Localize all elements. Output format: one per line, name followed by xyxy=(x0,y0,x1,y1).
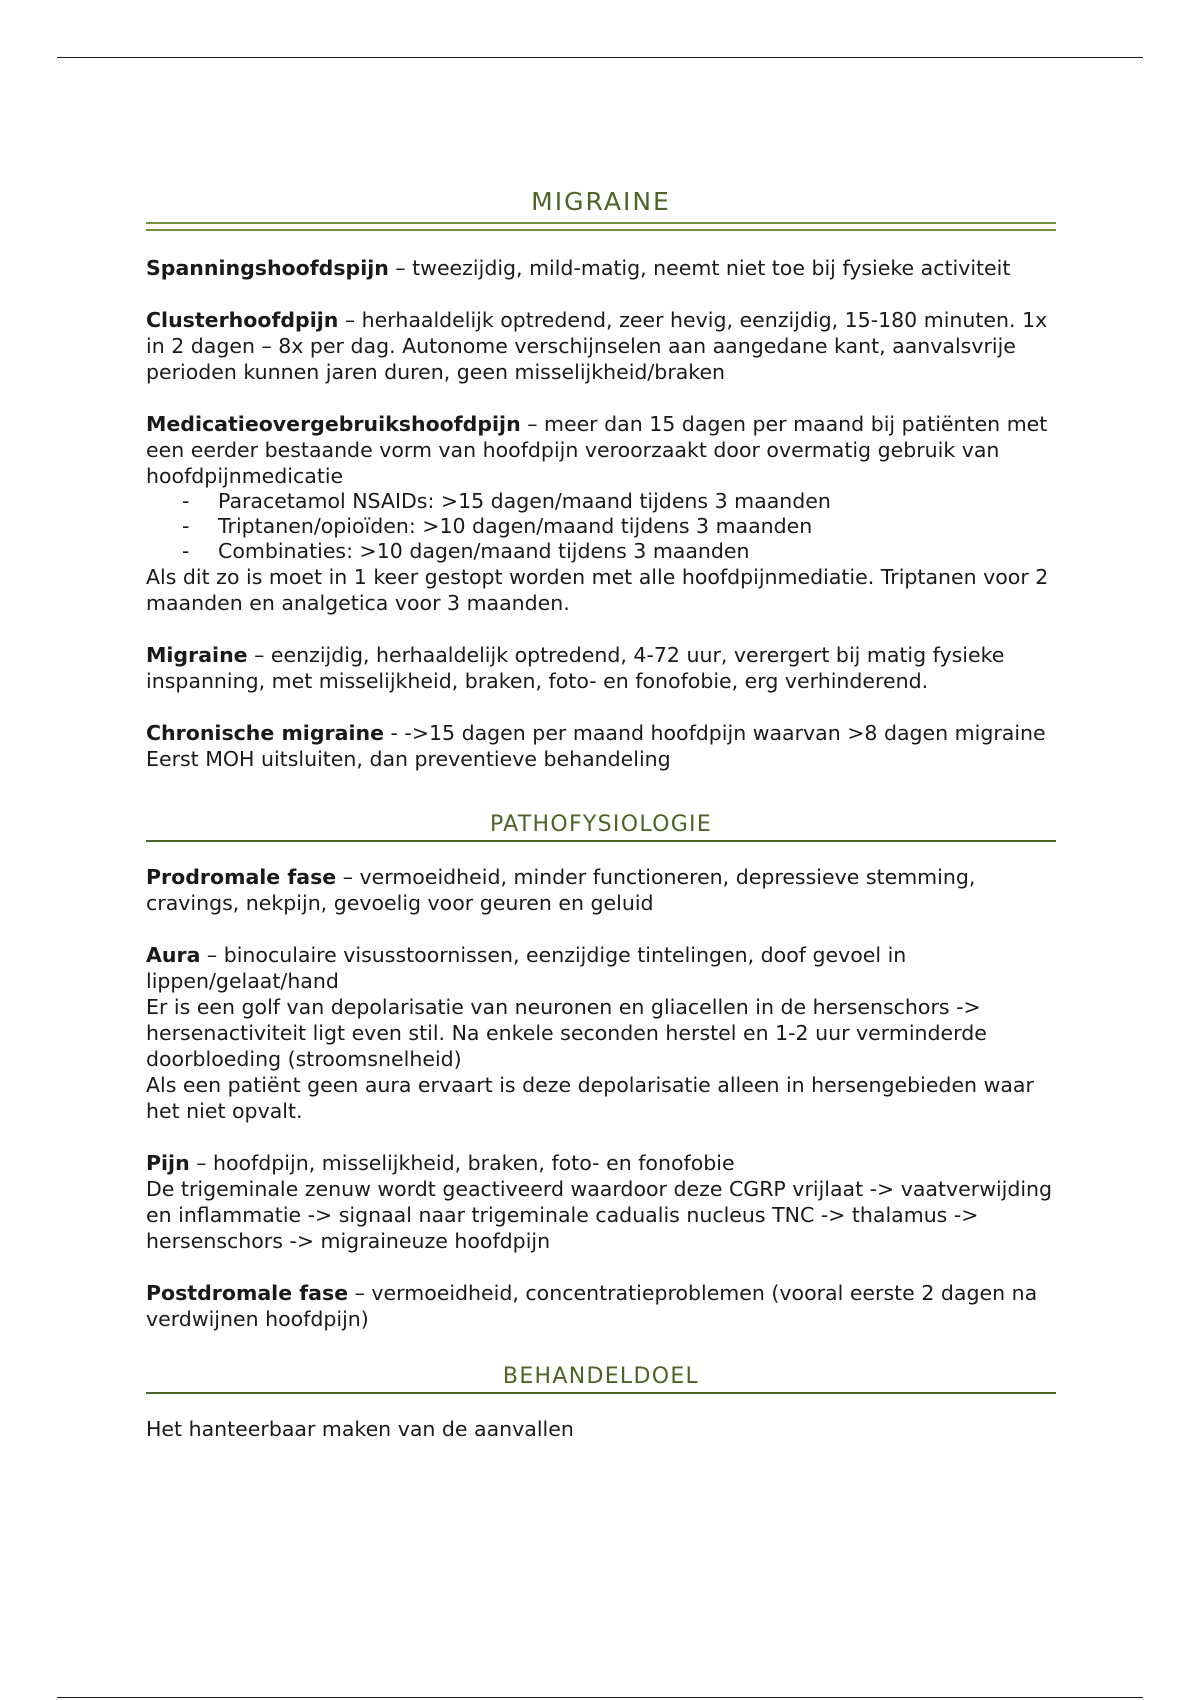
main-title-double-rule xyxy=(146,222,1056,231)
phase-pijn xyxy=(146,1150,1056,1254)
term: Postdromale fase xyxy=(146,1281,349,1305)
term: Spanningshoofdspijn xyxy=(146,256,389,280)
section-rule xyxy=(146,840,1056,842)
definition-text: ->15 dagen per maand hoofdpijn waarvan >8 dagen migraine xyxy=(404,721,1046,745)
term: Migraine xyxy=(146,643,248,667)
separator: – xyxy=(388,256,413,280)
behandeldoel-text: Het hanteerbaar maken van de aanvallen xyxy=(146,1417,574,1441)
separator: – xyxy=(520,412,544,436)
document-body xyxy=(146,185,1056,1468)
definition-spanningshoofdpijn xyxy=(146,255,1056,281)
term: Clusterhoofdpijn xyxy=(146,308,339,332)
definition-clusterhoofdpijn xyxy=(146,307,1056,385)
main-title: MIGRAINE xyxy=(531,187,671,216)
term: Pijn xyxy=(146,1151,190,1175)
term: Aura xyxy=(146,943,201,967)
section-title-pathofysiologie: PATHOFYSIOLOGIE xyxy=(489,812,713,837)
list-item: - Combinaties: >10 dagen/maand tijdens 3 maanden xyxy=(182,539,1056,564)
section-rule xyxy=(146,1392,1056,1394)
definition-text: meer dan 15 dagen per maand bij patiënten met een eerder bestaande vorm van hoofdpijn veroorzaakt door overmatig gebruik van hoofdpijnmedicatie xyxy=(146,412,1048,488)
phase-text: vermoeidheid, concentratieproblemen (vooral eerste 2 dagen na verdwijnen hoofdpijn) xyxy=(146,1281,1038,1331)
term: Medicatieovergebruikshoofdpijn xyxy=(146,412,521,436)
definition-medicatieovergebruik xyxy=(146,411,1056,616)
list-item: - Paracetamol NSAIDs: >15 dagen/maand tijdens 3 maanden xyxy=(182,489,1056,514)
phase-explanation: Er is een golf van depolarisatie van neuronen en gliacellen in de hersenschors -> hersenactiviteit ligt even stil. Na enkele seconden herstel en 1-2 uur verminderde doorbloeding (stroomsnelheid) xyxy=(146,995,987,1071)
phase-explanation: Als een patiënt geen aura ervaart is deze depolarisatie alleen in hersengebieden waar het niet opvalt. xyxy=(146,1073,1034,1123)
phase-text: hoofdpijn, misselijkheid, braken, foto- en fonofobie xyxy=(212,1151,735,1175)
phase-aura xyxy=(146,942,1056,1124)
page-top-rule xyxy=(57,57,1143,58)
definition-text: herhaaldelijk optredend, zeer hevig, eenzijdig, 15-180 minuten. 1x in 2 dagen – 8x per dag. Autonome verschijnselen aan aangedane kant, aanvalsvrije perioden kunnen jaren duren, geen misselijkheid/braken xyxy=(146,308,1048,384)
definition-followup: Als dit zo is moet in 1 keer gestopt worden met alle hoofdpijnmediatie. Triptanen voor 2 maanden en analgetica voor 3 maanden. xyxy=(146,565,1049,615)
list-item: - Triptanen/opioïden: >10 dagen/maand tijdens 3 maanden xyxy=(182,514,1056,539)
term: Prodromale fase xyxy=(146,865,337,889)
phase-text: binoculaire visusstoornissen, eenzijdige tintelingen, doof gevoel in lippen/gelaat/hand xyxy=(146,943,907,993)
phase-explanation: De trigeminale zenuw wordt geactiveerd waardoor deze CGRP vrijlaat -> vaatverwijding en inflammatie -> signaal naar trigeminale cadualis nucleus TNC -> thalamus -> hersenschors -> migraineuze hoofdpijn xyxy=(146,1177,1053,1253)
term: Chronische migraine xyxy=(146,721,384,745)
phase-postdromale xyxy=(146,1280,1056,1332)
definition-migraine xyxy=(146,642,1056,694)
separator: - xyxy=(383,721,405,745)
definition-followup: Eerst MOH uitsluiten, dan preventieve behandeling xyxy=(146,747,671,771)
separator: – xyxy=(336,865,360,889)
separator: – xyxy=(338,308,362,332)
separator: – xyxy=(348,1281,372,1305)
phase-text: vermoeidheid, minder functioneren, depressieve stemming, cravings, nekpijn, gevoelig voor geuren en geluid xyxy=(146,865,976,915)
definition-chronische-migraine xyxy=(146,720,1056,772)
definition-text: eenzijdig, herhaaldelijk optredend, 4-72 uur, verergert bij matig fysieke inspanning, met misselijkheid, braken, foto- en fonofobie, erg verhinderend. xyxy=(146,643,1005,693)
medication-threshold-list xyxy=(146,489,1056,564)
section-title-behandeldoel: BEHANDELDOEL xyxy=(502,1364,700,1389)
phase-prodromale xyxy=(146,864,1056,916)
separator: – xyxy=(189,1151,213,1175)
separator: – xyxy=(247,643,271,667)
separator: – xyxy=(200,943,224,967)
page-bottom-rule xyxy=(57,1697,1143,1698)
definition-text: tweezijdig, mild-matig, neemt niet toe bij fysieke activiteit xyxy=(412,256,1011,280)
